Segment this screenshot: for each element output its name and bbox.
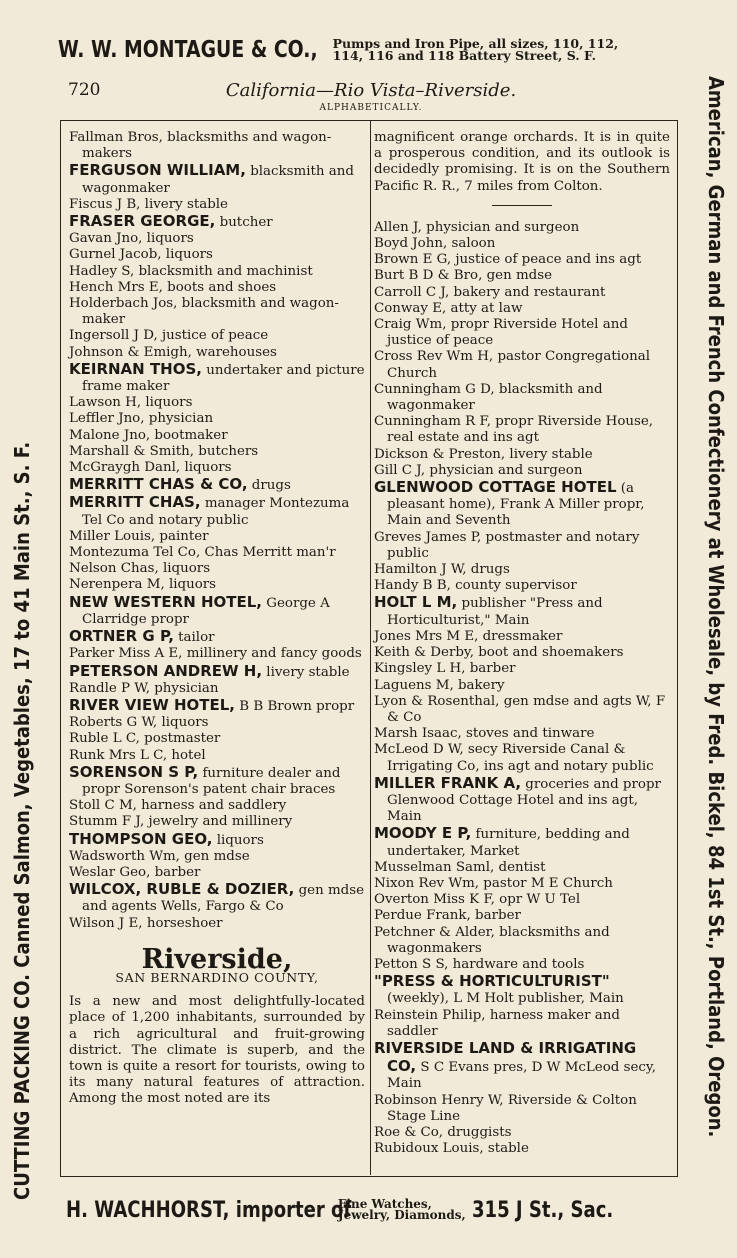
entry-text: Laguens M, bakery [374,677,505,693]
right-column [374,130,670,1157]
directory-entry [374,973,670,1007]
entry-text: Johnson & Emigh, warehouses [69,344,277,360]
entry-text: Craig Wm, propr Riverside Hotel and justice of peace [374,317,628,349]
directory-entry [69,444,365,460]
directory-entry [69,697,365,715]
entry-text: McLeod D W, secy Riverside Canal & Irrigating Co, ins agt and notary public [374,742,654,774]
directory-entry [69,646,365,662]
entry-text: Nerenpera M, liquors [69,577,217,593]
directory-entry [69,296,365,328]
entry-text: Fallman Bros, blacksmiths and wagon-makers [69,130,332,162]
entry-text: Perdue Frank, barber [374,908,521,924]
entry-text: Nixon Rev Wm, pastor M E Church [374,875,613,891]
directory-entry [69,197,365,213]
directory-entry [374,925,670,957]
entry-text: Cunningham G D, blacksmith and wagonmaker [374,381,603,414]
entry-text: Gavan Jno, liquors [69,231,194,247]
entry-text: Gurnel Jacob, liquors [69,247,213,263]
directory-entry [374,463,670,479]
directory-entry [374,1141,670,1157]
entry-text: Burt B D & Bro, gen mdse [374,268,553,284]
directory-entry [374,578,670,594]
directory-entry [69,731,365,747]
top-advertisement [58,30,678,70]
entry-name: MERRITT CHAS & CO, [69,475,248,494]
entry-text: Greves James P, postmaster and notary public [374,529,640,561]
entry-name: MILLER FRANK A, [374,773,522,792]
entry-text: Marshall & Smith, butchers [69,443,259,459]
entry-text: Robinson Henry W, Riverside & Colton Stage Line [374,1092,637,1124]
entry-name: "PRESS & HORTICULTURIST" [374,972,610,991]
entry-text: Allen J, physician and surgeon [374,219,580,235]
entry-name: MERRITT CHAS, [69,493,201,512]
entry-text: Ruble L C, postmaster [69,731,221,747]
directory-entry [69,577,365,593]
entry-text: Runk Mrs L C, hotel [69,747,206,763]
entry-text: Wilson J E, horseshoer [69,915,223,931]
directory-entry [374,645,670,661]
entry-text: Cross Rev Wm H, pastor Congregational Church [374,349,650,381]
entry-name: ORTNER G P, [69,627,174,646]
directory-entry [374,562,670,578]
entry-text: Stoll C M, harness and saddlery [69,798,287,814]
entry-name: SORENSON S P, [69,762,199,781]
left-column [69,130,365,1108]
directory-entry [374,479,670,530]
directory-entry [374,236,670,252]
entry-text: publisher "Press and Horticulturist," Main [387,596,603,628]
directory-entry [374,908,670,924]
directory-entry [69,831,365,849]
directory-entry [69,748,365,764]
entry-text: Cunningham R F, propr Riverside House, real estate and ins agt [374,414,654,446]
directory-entry [374,825,670,859]
directory-entry [374,678,670,694]
directory-entry [69,545,365,561]
directory-entry [69,814,365,830]
entry-text: Wadsworth Wm, gen mdse [69,848,250,864]
entry-text: Rubidoux Louis, stable [374,1141,529,1157]
entry-name: RIVERSIDE LAND & IRRIGATING CO, [374,1038,637,1076]
directory-entry [69,213,365,231]
directory-entry [69,345,365,361]
directory-entry [69,476,365,494]
entry-text: Keith & Derby, boot and shoemakers [374,645,624,661]
entry-text: livery stable [262,664,350,680]
directory-entry [374,1125,670,1141]
entry-text: Parker Miss A E, millinery and fancy goods [69,646,362,662]
directory-entry [374,414,670,446]
directory-entry [374,594,670,628]
entry-text: B B Brown propr [235,698,355,714]
entry-text: gen mdse and agents Wells, Fargo & Co [82,883,365,915]
directory-entry [69,715,365,731]
entry-name: NEW WESTERN HOTEL, [69,592,263,611]
entry-name: KEIRNAN THOS, [69,359,202,378]
entry-text: liquors [212,832,264,848]
directory-entry [69,865,365,881]
directory-entry [374,775,670,826]
bottom-ad-wares [338,1199,466,1221]
entry-text: Brown E G, justice of peace and ins agt [374,252,642,268]
page-number: 720 [68,80,101,100]
directory-entry [374,629,670,645]
directory-entry [374,382,670,414]
entry-text: furniture, bedding and undertaker, Market [387,827,630,859]
directory-entry [69,916,365,932]
directory-entry [69,494,365,528]
directory-entry [374,349,670,381]
entry-name: FERGUSON WILLIAM, [69,161,246,180]
directory-entry [374,694,670,726]
directory-entry [374,860,670,876]
left-side-advertisement [10,183,34,1200]
directory-entry [69,280,365,296]
right-side-advertisement [704,76,728,1138]
directory-entry [374,1008,670,1040]
entry-text: Fiscus J B, livery stable [69,196,228,212]
entry-text: Hamilton J W, drugs [374,562,510,578]
bottom-ad-line1: Fine Watches, [337,1197,432,1211]
entry-name: WILCOX, RUBLE & DOZIER, [69,880,295,899]
entry-name: HOLT L M, [374,593,458,612]
directory-entry [69,395,365,411]
directory-entry [374,317,670,349]
section-description-right: magnificent orange orchards. It is in quite a prosperous condition, and its outlook is decidedly promising. It is on the Southern Pacific R. R., 7 miles from Colton. [374,130,670,194]
directory-entry [69,247,365,263]
directory-entry [374,892,670,908]
directory-entry [69,328,365,344]
directory-entry [374,1093,670,1125]
entry-text: Carroll C J, bakery and restaurant [374,284,606,300]
directory-entry [69,681,365,697]
column-divider [370,120,371,1175]
entry-name: RIVER VIEW HOTEL, [69,695,236,714]
top-ad-line2: 114, 116 and 118 Battery Street, S. F. [332,48,596,63]
entry-name: THOMPSON GEO, [69,829,213,848]
entry-text: Handy B B, county supervisor [374,578,577,594]
entry-text: Overton Miss K F, opr W U Tel [374,892,581,908]
bottom-ad-line2: Jewelry, Diamonds, [337,1208,466,1222]
entry-text: furniture dealer and propr Sorenson's patent chair braces [82,765,341,797]
entry-text: Miller Louis, painter [69,528,209,544]
entry-text: Hench Mrs E, boots and shoes [69,279,277,295]
directory-entry [69,561,365,577]
directory-entry [69,162,365,196]
entry-text: Malone Jno, bootmaker [69,427,228,443]
right-ad-text: American, German and French Confectionery at Wholesale, by Fred. Bickel, 84 1st St., Portland, Oregon. [704,76,728,1138]
directory-entry [69,849,365,865]
entry-text: Roberts G W, liquors [69,715,209,731]
directory-entry [69,663,365,681]
entry-text: undertaker and picture frame maker [82,362,365,395]
entry-text: Ingersoll J D, justice of peace [69,328,269,344]
entry-text: Petchner & Alder, blacksmiths and wagonmakers [374,924,610,956]
entry-text: Weslar Geo, barber [69,864,201,880]
directory-entry [374,285,670,301]
directory-entry [69,264,365,280]
entry-text: butcher [215,215,273,231]
entry-name: GLENWOOD COTTAGE HOTEL [374,478,617,497]
directory-entry [69,231,365,247]
entry-text: Conway E, atty at law [374,300,523,316]
directory-entry [69,594,365,628]
directory-entry [374,726,670,742]
entry-text: Petton S S, hardware and tools [374,956,585,972]
entry-text: Holderbach Jos, blacksmith and wagon-maker [69,296,339,328]
entry-text: (a pleasant home), Frank A Miller propr, Main and Seventh [387,481,645,529]
entry-text: McGraygh Danl, liquors [69,460,232,476]
directory-entry [374,447,670,463]
top-ad-firm: W. W. MONTAGUE & CO., [58,37,318,63]
entry-text: Roe & Co, druggists [374,1124,512,1140]
entry-text: groceries and propr Glenwood Cottage Hotel and ins agt, Main [387,776,661,825]
short-rule [492,205,552,206]
entry-text: Hadley S, blacksmith and machinist [69,263,313,279]
entry-name: MOODY E P, [374,824,472,843]
entry-text: Kingsley L H, barber [374,661,516,677]
directory-entry [374,220,670,236]
entry-text: Gill C J, physician and surgeon [374,462,583,478]
directory-entry [69,628,365,646]
directory-entry [69,428,365,444]
page-header [66,80,676,120]
bottom-advertisement [66,1190,676,1230]
directory-entry [69,361,365,395]
entry-text: Stumm F J, jewelry and millinery [69,814,293,830]
entry-text: Nelson Chas, liquors [69,561,211,577]
entry-text: Reinstein Philip, harness maker and saddler [374,1007,620,1039]
entry-text: blacksmith and wagonmaker [82,164,354,196]
entry-text: Lawson H, liquors [69,395,193,411]
directory-entry [69,411,365,427]
section-title-text: Riverside, [141,943,293,975]
directory-entry [374,252,670,268]
entry-text: Montezuma Tel Co, Chas Merritt man'r [69,545,336,561]
directory-entry [374,530,670,562]
section-county: SAN BERNARDINO COUNTY, [115,969,319,985]
entry-text: (weekly), L M Holt publisher, Main [387,991,624,1007]
directory-entry [374,301,670,317]
entry-text: Leffler Jno, physician [69,411,214,427]
entry-text: drugs [247,478,291,494]
entry-text: Randle P W, physician [69,680,219,696]
directory-entry [69,764,365,798]
bottom-ad-address: 315 J St., Sac. [471,1197,613,1223]
section-title [69,943,365,975]
entry-text: Jones Mrs M E, dressmaker [374,628,563,644]
directory-entry [69,881,365,915]
right-entry-list [374,220,670,1158]
directory-entry [374,1040,670,1093]
left-ad-text: CUTTING PACKING CO. Canned Salmon, Vegetables, 17 to 41 Main St., S. F. [10,441,34,1201]
running-title: California—Rio Vista–Riverside. [225,80,517,101]
section-description-left: Is a new and most delightfully-located place of 1,200 inhabitants, surrounded by a rich agricultural and fruit-growing district. The climate is superb, and the town is quite a resort for tourists, owing to its many natural features of attraction. Among the most noted are its [69,994,365,1107]
directory-entry [374,268,670,284]
directory-entry [69,460,365,476]
directory-entry [69,798,365,814]
left-entry-list [69,130,365,932]
top-ad-line1: Pumps and Iron Pipe, all sizes, 110, 112, [332,36,619,51]
entry-text: Boyd John, saloon [374,236,496,252]
page-subtitle: ALPHABETICALLY. [319,103,423,113]
entry-name: FRASER GEORGE, [69,212,216,231]
bottom-ad-firm: H. WACHHORST, importer of [66,1197,352,1223]
entry-text: George A Clarridge propr [82,595,330,627]
entry-name: PETERSON ANDREW H, [69,661,263,680]
entry-text: S C Evans pres, D W McLeod secy, Main [387,1060,656,1092]
entry-text: Dickson & Preston, livery stable [374,446,593,462]
directory-entry [374,876,670,892]
directory-entry [374,742,670,774]
directory-entry [374,661,670,677]
entry-text: Musselman Saml, dentist [374,859,546,875]
directory-entry [374,957,670,973]
entry-text: Marsh Isaac, stoves and tinware [374,726,595,742]
entry-text: Lyon & Rosenthal, gen mdse and agts W, F & Co [374,693,666,725]
top-ad-wares [333,38,619,62]
directory-entry [69,529,365,545]
directory-entry [69,130,365,162]
entry-text: tailor [173,630,215,646]
entry-text: manager Montezuma Tel Co and notary public [82,496,350,528]
